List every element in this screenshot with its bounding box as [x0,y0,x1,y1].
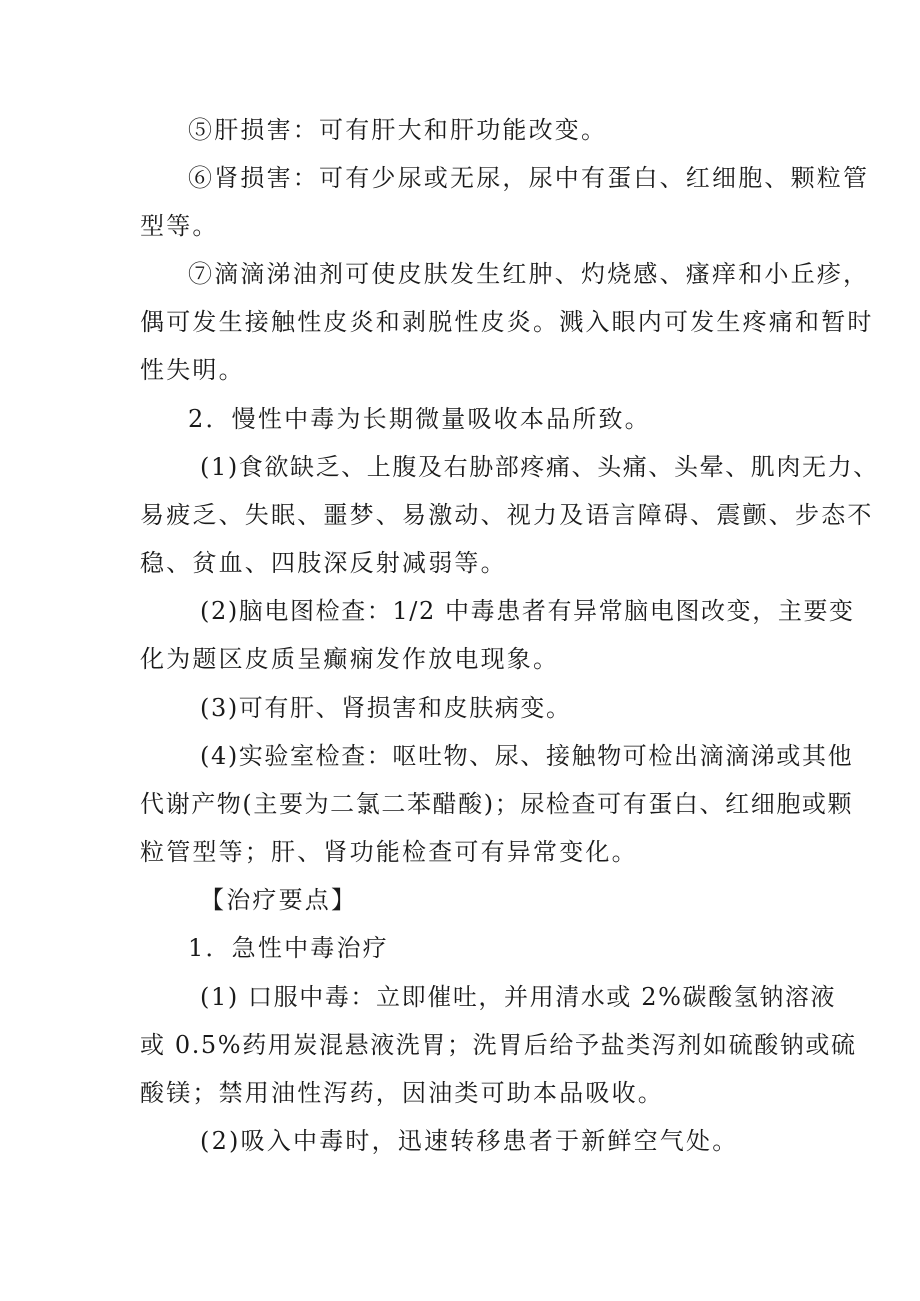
text-line-eeg-cont: 化为题区皮质呈癫痫发作放电现象。 [140,645,560,673]
text-line-liver-kidney-skin: (3)可有肝、肾损害和皮肤病变。 [200,694,572,722]
text-line-symptoms-cont2: 稳、贫血、四肢深反射减弱等。 [140,549,507,577]
text-line-oral-poisoning: (1) 口服中毒：立即催吐，并用清水或 2%碳酸氢钠溶液 [200,983,837,1011]
text-line-symptoms: (1)食欲缺乏、上腹及右胁部疼痛、头痛、头晕、肌肉无力、 [200,453,879,481]
text-line-oral-poisoning-cont2: 酸镁；禁用油性泻药，因油类可助本品吸收。 [140,1079,664,1107]
text-line-skin-reaction-cont2: 性失明。 [140,356,245,384]
text-line-inhalation-poisoning: (2)吸入中毒时，迅速转移患者于新鲜空气处。 [200,1127,739,1155]
text-line-liver-damage: ⑤肝损害：可有肝大和肝功能改变。 [188,116,608,144]
text-line-lab-test-cont2: 粒管型等；肝、肾功能检查可有异常变化。 [140,838,638,866]
section-heading-treatment: 【治疗要点】 [200,886,358,914]
text-line-skin-reaction-cont1: 偶可发生接触性皮炎和剥脱性皮炎。溅入眼内可发生疼痛和暂时 [140,308,874,336]
text-line-eeg: (2)脑电图检查：1/2 中毒患者有异常脑电图改变，主要变 [200,597,855,625]
text-line-lab-test-cont1: 代谢产物(主要为二氯二苯醋酸)；尿检查可有蛋白、红细胞或颗 [140,790,854,818]
text-line-kidney-damage: ⑥肾损害：可有少尿或无尿，尿中有蛋白、红细胞、颗粒管 [188,164,870,192]
text-line-symptoms-cont1: 易疲乏、失眠、噩梦、易激动、视力及语言障碍、震颤、步态不 [140,501,874,529]
text-line-chronic-poisoning: 2．慢性中毒为长期微量吸收本品所致。 [188,405,651,433]
text-line-oral-poisoning-cont1: 或 0.5%药用炭混悬液洗胃；洗胃后给予盐类泻剂如硫酸钠或硫 [140,1031,857,1059]
text-line-lab-test: (4)实验室检查：呕吐物、尿、接触物可检出滴滴涕或其他 [200,742,854,770]
text-line-kidney-damage-cont: 型等。 [140,212,219,240]
text-line-acute-treatment: 1．急性中毒治疗 [188,934,389,962]
text-line-skin-reaction: ⑦滴滴涕油剂可使皮肤发生红肿、灼烧感、瘙痒和小丘疹， [188,260,870,288]
